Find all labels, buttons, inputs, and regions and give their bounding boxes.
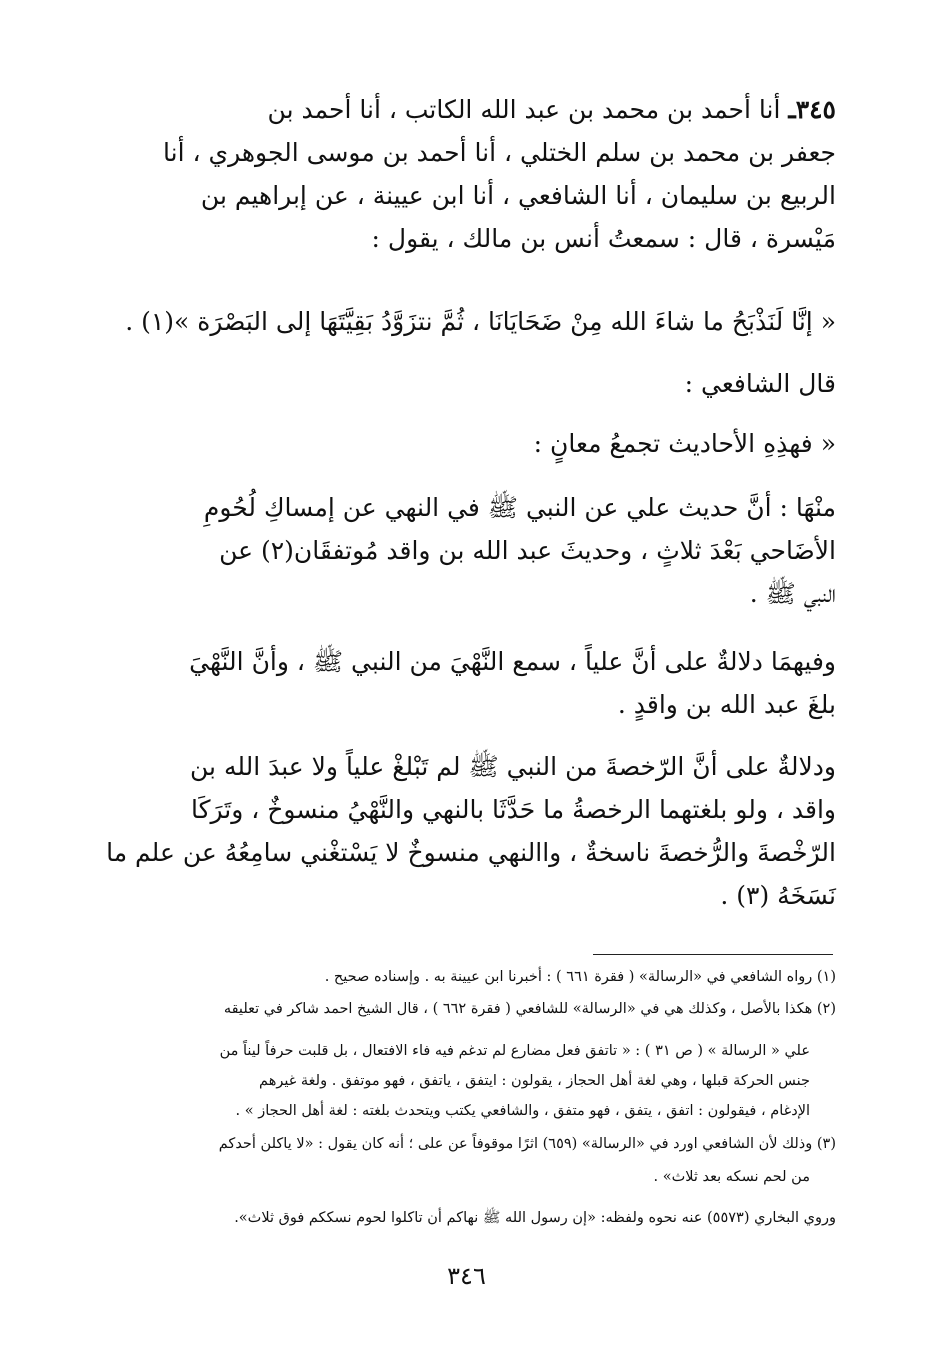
paragraph-wadalala xyxy=(96,745,836,917)
text-line: الأضَاحي بَعْدَ ثلاثٍ ، وحديثَ عبد الله بن واقد مُوتفقَان(٢) عن xyxy=(219,536,836,565)
text-line: الرّخْصةَ والرُّخصةَ ناسخةٌ ، واالنهي منسوخٌ لا يَسْتغْني سامِعُهُ عن علم ما xyxy=(106,838,836,867)
text-line: واقد ، ولو بلغتهما الرخصةُ ما حَدَّثَا بالنهي والنَّهْيُ منسوخٌ ، وتَرَكَا xyxy=(190,795,836,824)
hadith-number: ٣٤٥ـ xyxy=(788,95,836,124)
page-number: ٣٤٦ xyxy=(447,1262,486,1290)
text-line: ٣٤٥ـ أنا أحمد بن محمد بن عبد الله الكاتب ، أنا أحمد بن xyxy=(267,95,836,124)
text-line: ودلالةٌ على أنَّ الرّخصةَ من النبي ﷺ لم تَبْلغْ علياً ولا عبدَ الله بن xyxy=(190,752,836,781)
text-line: الربيع بن سليمان ، أنا الشافعي ، أنا ابن عيينة ، عن إبراهيم بن xyxy=(200,181,836,210)
text-line: النبي ﷺ . xyxy=(749,579,836,608)
footnote-3-line-3: وروي البخاري (٥٥٧٣) عنه نحوه ولفظه: «إن رسول الله ﷺ نهاكم أن تاكلوا لحوم نسككم فوق ثلاث». xyxy=(234,1210,836,1226)
paragraph-345 xyxy=(96,88,836,260)
text-line: قال الشافعي : xyxy=(684,369,836,398)
footnote-2-line-3: جنس الحركة قبلها ، وهي لغة أهل الحجاز ، يقولون : ايتفق ، ياتفق ، فهو موتفق . ولغة غيرهم xyxy=(259,1073,810,1089)
hadith-quote xyxy=(96,300,836,343)
paragraph-wafihima xyxy=(96,640,836,726)
footnote-1: (١) رواه الشافعي في «الرسالة» ( فقرة ٦٦١ ) : أخبرنا ابن عيينة به . وإسناده صحيح . xyxy=(324,969,836,985)
text-line: « إنَّا لَنَذْبَحُ ما شاءَ الله مِنْ ضَحَايَانَا ، ثُمَّ نتزَوَّدُ بَقِيَّتَهَا إلى البَصْرَة »(١) . xyxy=(125,307,836,336)
text-line: وفيهمَا دلالةٌ على أنَّ علياً ، سمع النَّهْيَ من النبي ﷺ ، وأنَّ النَّهْيَ xyxy=(189,647,836,676)
paragraph-minha xyxy=(96,486,836,615)
text-line: نَسَخَهُ (٣) . xyxy=(720,881,836,910)
text-line: بلغَ عبد الله بن واقدٍ . xyxy=(617,690,836,719)
text-line: جعفر بن محمد بن سلم الختلي ، أنا أحمد بن موسى الجوهري ، أنا xyxy=(163,138,836,167)
footnote-3-line-2: من لحم نسكه بعد ثلاث» . xyxy=(653,1169,810,1185)
footnote-2-line-2: علي « الرسالة » ( ص ٣١ ) : « تاتفق فعل مضارع لم تدغم فيه فاء الافتعال ، بل قلبت حرفاً ليناً من xyxy=(219,1043,810,1059)
footnote-2: (٢) هكذا بالأصل ، وكذلك هي في «الرسالة» للشافعي ( فقرة ٦٦٢ ) ، قال الشيخ احمد شاكر في تعليقه xyxy=(223,1001,836,1017)
footnote-separator xyxy=(593,954,833,955)
text-line: منْهَا : أنَّ حديث علي عن النبي ﷺ في النهي عن إمساكِ لُحُومِ xyxy=(203,493,836,522)
intro-line xyxy=(96,422,836,465)
footnote-2-line-4: الإدغام ، فيقولون : اتفق ، يتفق ، فهو متفق ، والشافعي يكتب ويتحدث بلغته : لغة أهل الحجاز » . xyxy=(235,1103,810,1119)
footnote-3: (٣) وذلك لأن الشافعي اورد في «الرسالة» (٦٥٩) اثرًا موقوفاً عن على ؛ أنه كان يقول : «لا ياكلن أحدكم xyxy=(218,1136,836,1152)
text-line: مَيْسرة ، قال : سمعتُ أنس بن مالك ، يقول : xyxy=(371,224,836,253)
shafii-heading xyxy=(96,362,836,405)
text-line: « فهذِهِ الأحاديث تجمعُ معانٍ : xyxy=(533,429,836,458)
